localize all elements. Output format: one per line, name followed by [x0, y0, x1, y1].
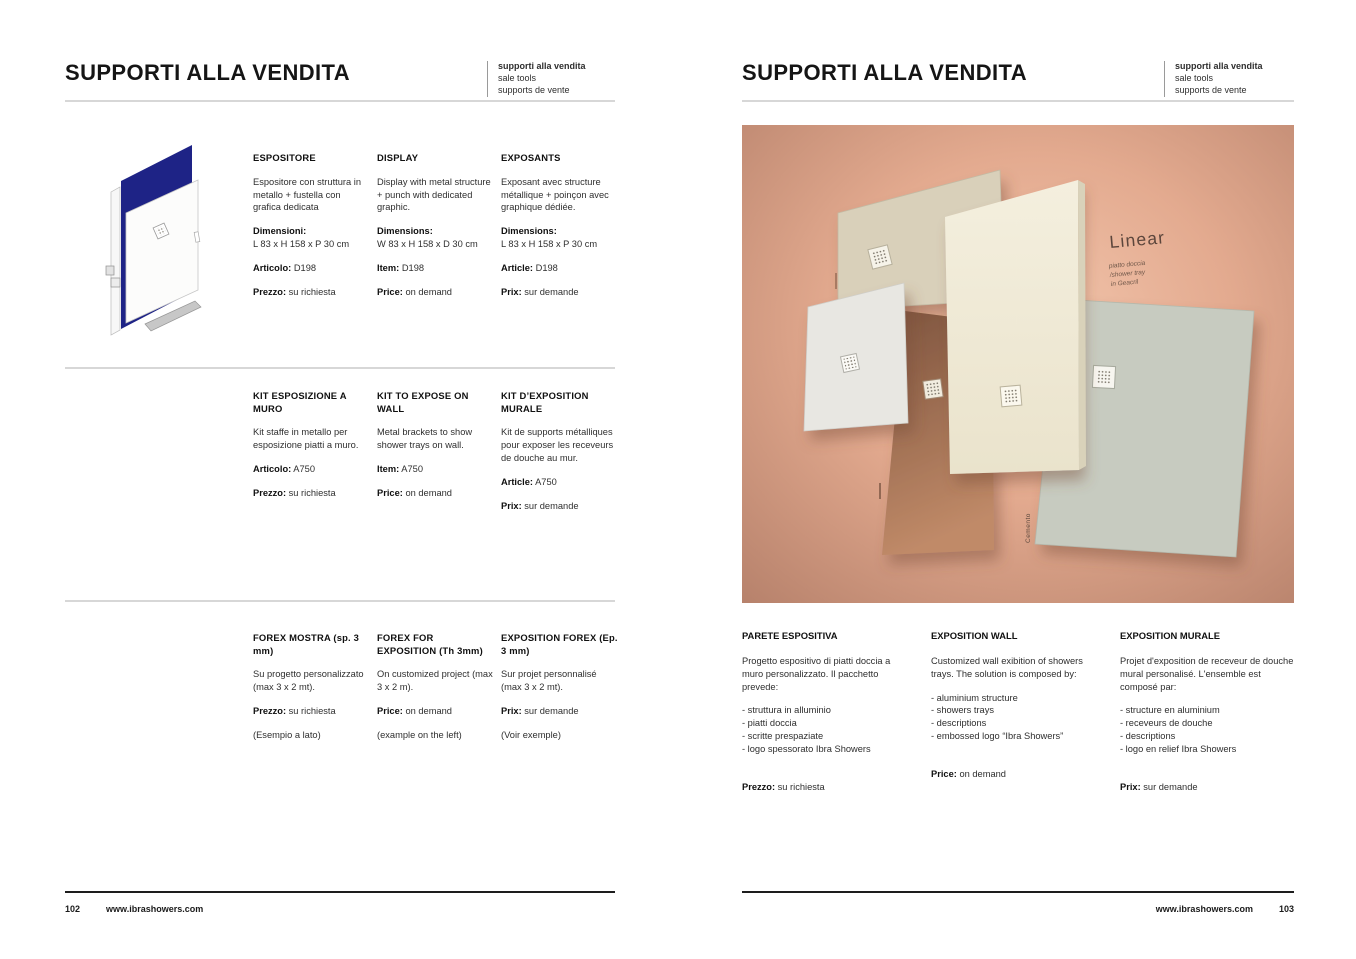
column-exposition-murale: [1120, 630, 1296, 794]
product-column-exposition-forex: [501, 632, 619, 753]
price-label: Prix:: [1120, 781, 1141, 792]
column-heading: PARETE ESPOSITIVA: [742, 630, 838, 641]
bullet-item: - descriptions: [931, 718, 987, 729]
left-footer-rule: [65, 891, 615, 893]
bullet-item: - aluminium structure: [931, 692, 1018, 703]
price-value: sur demande: [1143, 781, 1198, 792]
vertical-label-mark: [835, 273, 837, 289]
column-exposition-wall: [931, 630, 1103, 781]
article-value: A750: [401, 464, 424, 475]
column-heading: FOREX FOR EXPOSITION (Th 3mm): [377, 632, 483, 656]
column-heading: ESPOSITORE: [253, 152, 316, 163]
bullet-item: - scritte prespaziate: [742, 731, 824, 742]
column-heading: EXPOSITION MURALE: [1120, 630, 1221, 641]
price-value: on demand: [405, 487, 452, 498]
wall-title-text: Linear: [1108, 227, 1166, 252]
tray-side-edge: [1078, 180, 1086, 470]
price-label: Price:: [377, 286, 403, 297]
column-heading: EXPOSANTS: [501, 152, 561, 163]
bullet-item: - logo spessorato Ibra Showers: [742, 743, 871, 754]
price-label: Prezzo:: [253, 286, 287, 297]
column-intro: Progetto espositivo di piatti doccia a muro personalizzato. Il pacchetto prevede:: [742, 655, 891, 692]
row-divider: [65, 600, 615, 602]
dim-value: L 83 x H 158 x P 30 cm: [501, 239, 598, 249]
lang-line-en: sale tools: [498, 72, 537, 83]
column-note: (Esempio a lato): [253, 729, 321, 740]
wall-subtitle-line: /shower tray: [1109, 268, 1146, 279]
column-intro: Projet d'exposition de receveur de douche mural personalisé. L'ensemble est composé par:: [1120, 655, 1294, 692]
drain-grate-icon: [841, 354, 860, 373]
dim-label: Dimensions:: [377, 226, 433, 237]
price-value: su richiesta: [777, 781, 825, 792]
bullet-item: - struttura in alluminio: [742, 705, 831, 716]
price-label: Price:: [377, 487, 403, 498]
dim-label: Dimensions:: [501, 226, 557, 237]
price-value: on demand: [405, 286, 452, 297]
article-label: Item:: [377, 464, 400, 475]
showroom-photo: [742, 125, 1294, 603]
right-footer-rule: [742, 891, 1294, 893]
column-heading: DISPLAY: [377, 152, 419, 163]
page-number: 103: [1278, 904, 1294, 914]
price-label: Prezzo:: [253, 706, 287, 717]
column-description: Kit staffe in metallo per esposizione piatti a muro.: [253, 427, 359, 451]
showroom-photo-graphic: [742, 125, 1294, 603]
bullet-item: - embossed logo “Ibra Showers”: [931, 731, 1064, 742]
article-label: Articolo:: [253, 464, 292, 475]
article-value: A750: [535, 476, 557, 487]
side-panel: [111, 187, 120, 335]
column-description: Su progetto personalizzato (max 3 x 2 mt).: [253, 669, 364, 693]
bullet-item: - structure en aluminium: [1120, 705, 1220, 716]
price-value: sur demande: [524, 286, 579, 297]
dim-value: W 83 x H 158 x D 30 cm: [377, 239, 478, 249]
column-description: Kit de supports métalliques pour exposer les receveurs de douche au mur.: [501, 427, 614, 464]
price-value: sur demande: [524, 706, 579, 717]
display-unit-illustration: [95, 132, 245, 346]
lang-line-en: sale tools: [1175, 72, 1214, 83]
product-column-kit-wall: [377, 390, 495, 511]
article-value: D198: [293, 262, 317, 273]
price-value: su richiesta: [288, 286, 336, 297]
lang-line-fr: supports de vente: [498, 84, 570, 95]
left-footer: [65, 904, 203, 914]
bracket-clip: [111, 278, 120, 287]
column-description: Metal brackets to show shower trays on wall.: [377, 427, 473, 451]
column-heading: FOREX MOSTRA (sp. 3 mm): [253, 632, 360, 656]
column-note: (example on the left): [377, 729, 462, 740]
product-column-exposants: [501, 152, 619, 309]
article-label: Article:: [501, 476, 534, 487]
dim-label: Dimensioni:: [253, 226, 307, 237]
column-heading: KIT ESPOSIZIONE A MURO: [253, 390, 347, 414]
article-value: D198: [535, 262, 558, 273]
price-label: Prezzo:: [253, 487, 287, 498]
bullet-item: - piatti doccia: [742, 718, 797, 729]
lang-line-it: supporti alla vendita: [1175, 61, 1263, 71]
tray-color-label: Cemento: [1025, 513, 1032, 543]
column-heading: KIT D’EXPOSITION MURALE: [501, 390, 589, 414]
column-heading: KIT TO EXPOSE ON WALL: [377, 390, 469, 414]
product-column-forex-exposition: [377, 632, 495, 753]
article-value: A750: [293, 464, 316, 475]
bullet-list: [931, 692, 1103, 743]
wall-subtitle-line: piatto doccia: [1108, 259, 1146, 270]
column-description: Espositore con struttura in metallo + fustella con grafica dedicata: [253, 176, 361, 213]
drain-grate-icon: [1092, 365, 1115, 388]
column-parete-espositiva: [742, 630, 914, 794]
bullet-list: [1120, 704, 1296, 755]
left-language-block: [487, 61, 617, 97]
dim-value: L 83 x H 158 x P 30 cm: [253, 239, 350, 249]
website-url: www.ibrashowers.com: [1155, 904, 1253, 914]
product-column-kit-murale: [501, 390, 619, 524]
product-column-display: [377, 152, 495, 309]
article-label: Article:: [501, 262, 534, 273]
price-label: Prix:: [501, 286, 522, 297]
article-label: Articolo:: [253, 262, 292, 273]
left-page-title: SUPPORTI ALLA VENDITA: [65, 60, 351, 85]
price-value: sur demande: [524, 500, 579, 511]
column-heading: EXPOSITION FOREX (Ep. 3 mm): [501, 632, 618, 656]
column-heading: EXPOSITION WALL: [931, 630, 1018, 641]
column-description: On customized project (max 3 x 2 m).: [377, 669, 493, 693]
vertical-label-mark: [879, 483, 881, 499]
article-label: Item:: [377, 262, 400, 273]
right-header-rule: [742, 100, 1294, 102]
price-value: su richiesta: [288, 706, 336, 717]
page-number: 102: [65, 904, 81, 914]
price-value: on demand: [959, 768, 1006, 779]
lang-line-fr: supports de vente: [1175, 84, 1247, 95]
lang-line-it: supporti alla vendita: [498, 61, 586, 71]
column-description: Display with metal structure + punch with dedicated graphic.: [377, 176, 491, 213]
product-column-forex-mostra: [253, 632, 371, 753]
right-language-block: [1164, 61, 1294, 97]
drain-grate-icon: [923, 379, 943, 399]
product-column-kit-muro: [253, 390, 371, 511]
right-page-title: SUPPORTI ALLA VENDITA: [742, 60, 1028, 85]
column-description: Exposant avec structure métallique + poinçon avec graphique dédiée.: [501, 176, 609, 213]
drain-grate-icon: [1000, 385, 1022, 407]
bullet-item: - receveurs de douche: [1120, 718, 1213, 729]
bullet-item: - descriptions: [1120, 731, 1176, 742]
price-label: Price:: [931, 768, 957, 779]
article-value: D198: [401, 262, 425, 273]
price-value: su richiesta: [288, 487, 336, 498]
product-column-espositore: [253, 152, 371, 309]
shower-tray-cream: [945, 180, 1079, 474]
price-label: Prix:: [501, 706, 522, 717]
price-value: on demand: [405, 706, 452, 717]
right-footer: [742, 904, 1294, 914]
bullet-list: [742, 704, 914, 755]
bracket-clip: [106, 266, 114, 275]
column-description: Sur projet personnalisé (max 3 x 2 mt).: [501, 669, 597, 693]
column-intro: Customized wall exibition of showers trays. The solution is composed by:: [931, 655, 1083, 679]
price-label: Price:: [377, 706, 403, 717]
left-header-rule: [65, 100, 615, 102]
website-url: www.ibrashowers.com: [106, 904, 204, 914]
column-note: (Voir exemple): [501, 729, 561, 740]
wall-subtitle-line: in Geacril: [1110, 278, 1139, 288]
price-label: Prezzo:: [742, 781, 776, 792]
bullet-item: - showers trays: [931, 705, 995, 716]
bullet-item: - logo en relief Ibra Showers: [1120, 743, 1237, 754]
drain-grate-icon: [868, 245, 892, 269]
row-divider: [65, 367, 615, 369]
price-label: Prix:: [501, 500, 522, 511]
